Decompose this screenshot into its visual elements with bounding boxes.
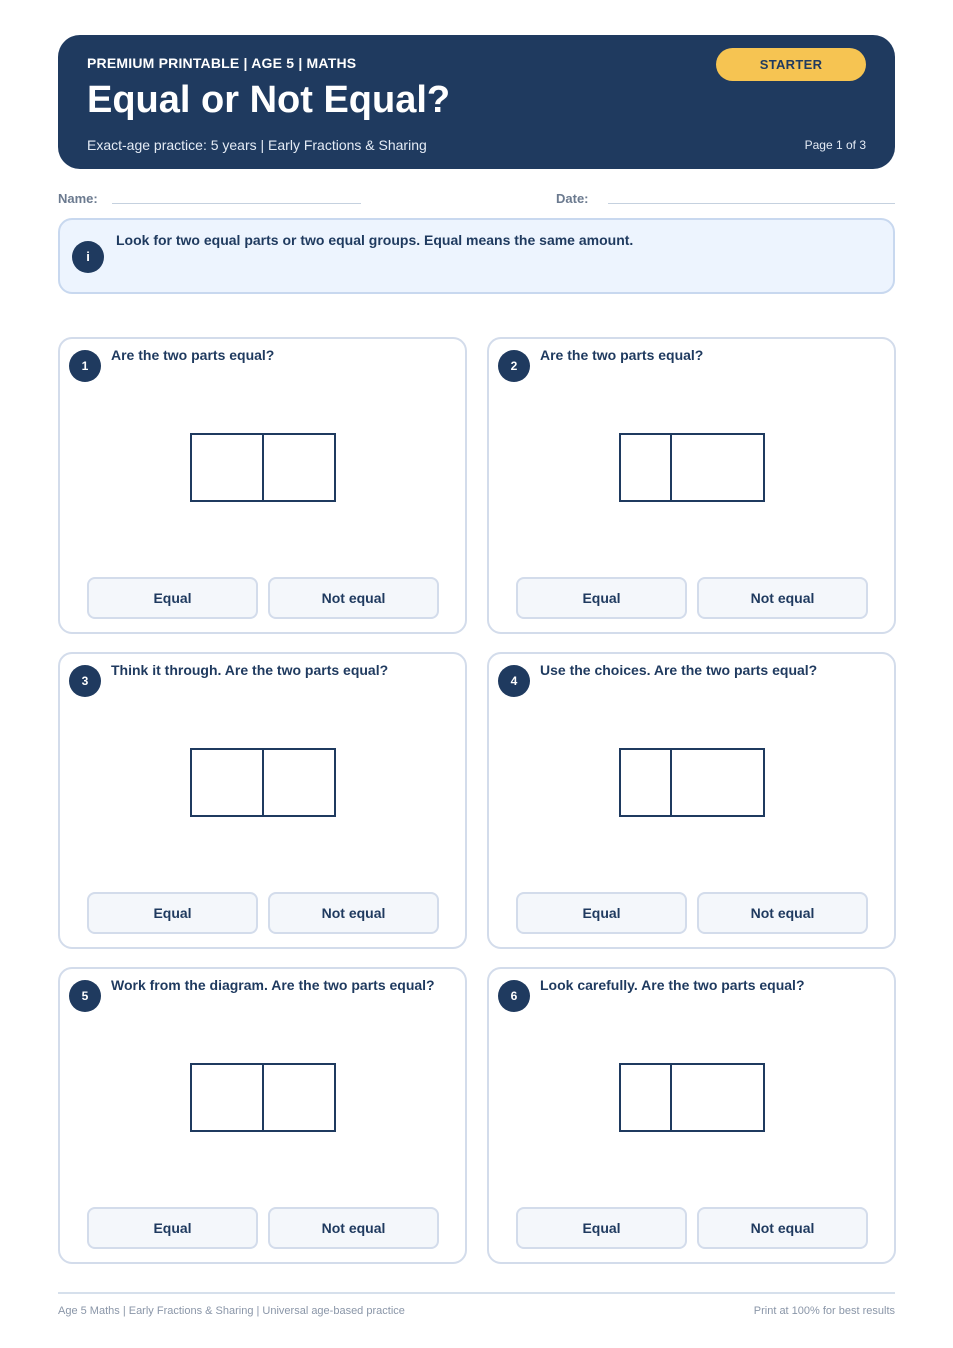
split-line xyxy=(670,750,672,815)
not-equal-choice-button[interactable]: Not equal xyxy=(268,1207,439,1249)
not-equal-choice-button[interactable]: Not equal xyxy=(268,892,439,934)
name-label: Name: xyxy=(58,191,98,206)
footer-right-text: Print at 100% for best results xyxy=(753,1305,895,1317)
name-line[interactable] xyxy=(112,203,361,204)
question-card-5 xyxy=(58,967,467,1264)
info-icon: i xyxy=(72,241,104,273)
split-line xyxy=(262,435,264,500)
question-card-6 xyxy=(487,967,896,1264)
footer-left-text: Age 5 Maths | Early Fractions & Sharing | Universal age-based practice xyxy=(58,1305,405,1317)
header-subtitle: Exact-age practice: 5 years | Early Fractions & Sharing xyxy=(87,137,427,153)
question-card-2 xyxy=(487,337,896,634)
header-eyebrow: PREMIUM PRINTABLE | AGE 5 | MATHS xyxy=(87,55,357,71)
split-line xyxy=(670,1065,672,1130)
not-equal-choice-button[interactable]: Not equal xyxy=(268,577,439,619)
split-rectangle-diagram xyxy=(619,1063,765,1132)
page-indicator: Page 1 of 3 xyxy=(804,138,866,152)
equal-choice-button[interactable]: Equal xyxy=(87,577,258,619)
question-number: 3 xyxy=(69,665,101,697)
question-text: Think it through. Are the two parts equal? xyxy=(111,662,389,678)
split-line xyxy=(262,750,264,815)
split-rectangle-diagram xyxy=(190,748,336,817)
not-equal-choice-button[interactable]: Not equal xyxy=(697,577,868,619)
split-rectangle-diagram xyxy=(619,748,765,817)
split-rectangle-diagram xyxy=(190,1063,336,1132)
footer-divider xyxy=(58,1292,895,1294)
question-card-4 xyxy=(487,652,896,949)
page-title: Equal or Not Equal? xyxy=(87,79,451,121)
equal-choice-button[interactable]: Equal xyxy=(87,1207,258,1249)
level-badge: STARTER xyxy=(716,48,866,81)
question-text: Work from the diagram. Are the two parts equal? xyxy=(111,977,435,993)
equal-choice-button[interactable]: Equal xyxy=(516,577,687,619)
date-line[interactable] xyxy=(608,203,895,204)
split-line xyxy=(670,435,672,500)
question-number: 5 xyxy=(69,980,101,1012)
question-text: Use the choices. Are the two parts equal? xyxy=(540,662,818,678)
equal-choice-button[interactable]: Equal xyxy=(87,892,258,934)
question-number: 2 xyxy=(498,350,530,382)
split-line xyxy=(262,1065,264,1130)
question-number: 4 xyxy=(498,665,530,697)
instruction-text: Look for two equal parts or two equal groups. Equal means the same amount. xyxy=(116,232,634,248)
question-text: Look carefully. Are the two parts equal? xyxy=(540,977,805,993)
equal-choice-button[interactable]: Equal xyxy=(516,1207,687,1249)
question-number: 1 xyxy=(69,350,101,382)
question-number: 6 xyxy=(498,980,530,1012)
worksheet-header xyxy=(58,35,895,169)
split-rectangle-diagram xyxy=(190,433,336,502)
split-rectangle-diagram xyxy=(619,433,765,502)
not-equal-choice-button[interactable]: Not equal xyxy=(697,892,868,934)
instruction-box xyxy=(58,218,895,294)
equal-choice-button[interactable]: Equal xyxy=(516,892,687,934)
date-label: Date: xyxy=(556,191,589,206)
question-card-3 xyxy=(58,652,467,949)
question-text: Are the two parts equal? xyxy=(540,347,704,363)
not-equal-choice-button[interactable]: Not equal xyxy=(697,1207,868,1249)
question-card-1 xyxy=(58,337,467,634)
question-text: Are the two parts equal? xyxy=(111,347,275,363)
